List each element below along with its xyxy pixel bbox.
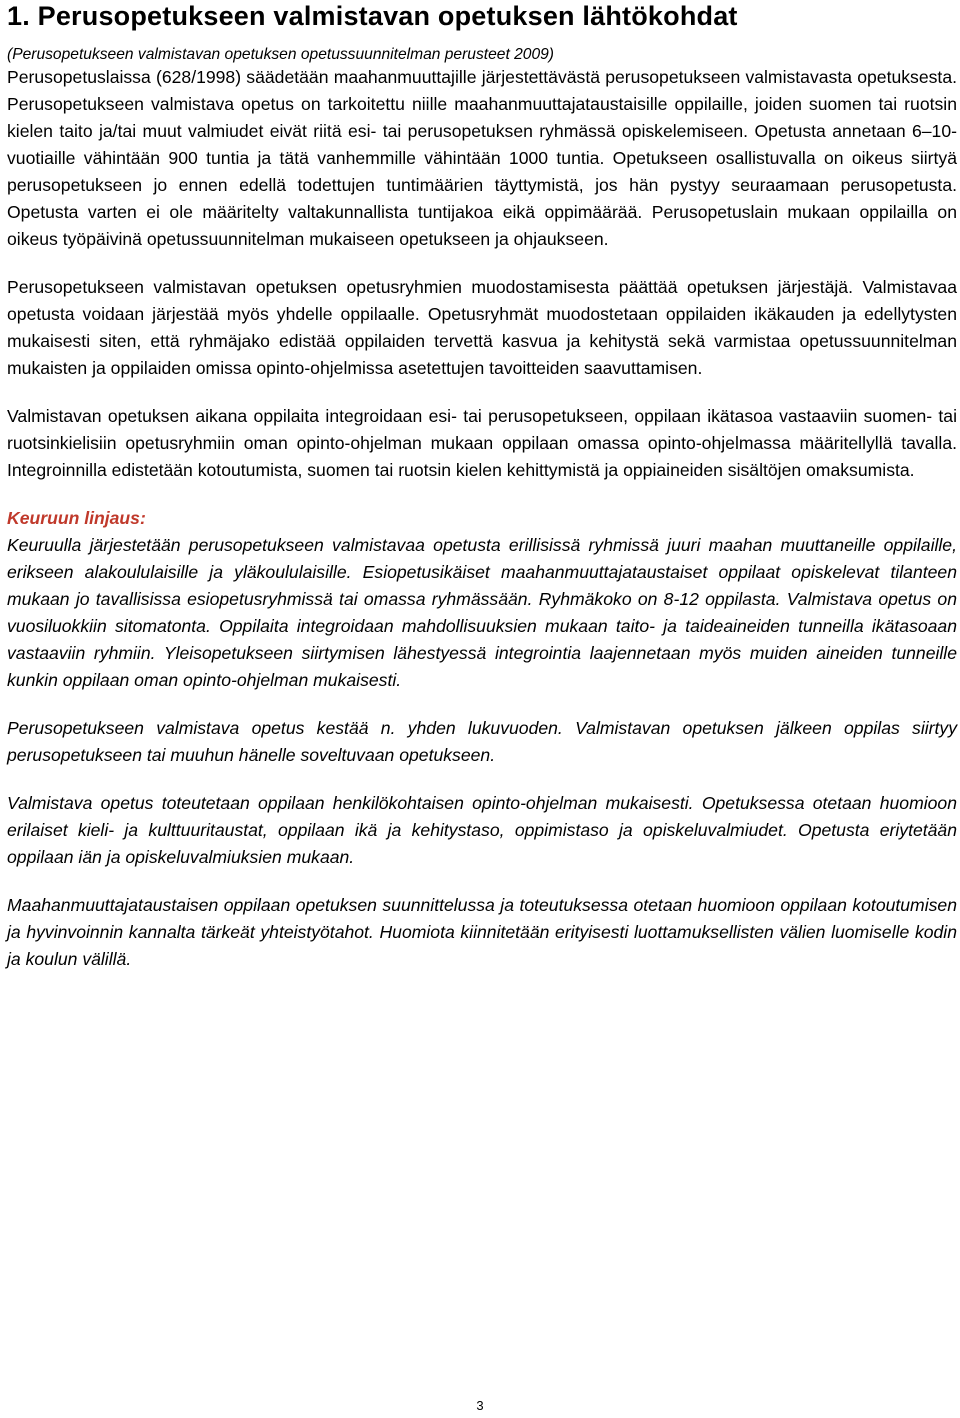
source-note: (Perusopetukseen valmistavan opetuksen opetussuunnitelman perusteet 2009) bbox=[7, 46, 554, 63]
policy-paragraph-groups: Keuruulla järjestetään perusopetukseen valmistavaa opetusta erillisissä ryhmissä juuri maahan muuttaneille oppilaille, erikseen alakoululaisille ja yläkoululaisille. Esiopetusikäiset maahanmuuttajataustaiset oppilaat opiskelevat tilanteen mukaan jo tavallisissa esiopetusryhmissä tai omassa ryhmässään. Ryhmäkoko on 8-12 oppilasta. Valmistava opetus on vuosiluokkiin sitomatonta. Oppilaita integroidaan mahdollisuuksien mukaan taito- ja taideaineiden tunneilla ikätasoaan vastaaviin ryhmiin. Yleisopetukseen siirtymisen lähestyessä integrointia laajennetaan myös muiden aineiden tunneille kunkin oppilaan oman opinto-ohjelman mukaisesti. bbox=[7, 535, 957, 690]
policy-heading: Keuruun linjaus: bbox=[7, 508, 146, 528]
policy-paragraph-cooperation: Maahanmuuttajataustaisen oppilaan opetuksen suunnittelussa ja toteutuksessa otetaan huomioon oppilaan kotoutumisen ja hyvinvoinnin kannalta tärkeät yhteistyötahot. Huomiota kiinnitetään erityisesti luottamuksellisten välien luomiselle kodin ja koulun välillä. bbox=[7, 895, 957, 969]
paragraph-integration: Valmistavan opetuksen aikana oppilaita integroidaan esi- tai perusopetukseen, oppilaan ikätasoa vastaaviin suomen- tai ruotsinkielisiin opetusryhmiin oman opinto-ohjelman mukaan oppilaan omassa opinto-ohjelmassa määritellyllä tavalla. Integroinnilla edistetään kotoutumista, suomen tai ruotsin kielen kehittymistä ja oppiaineiden sisältöjen omaksumista. bbox=[7, 406, 957, 480]
policy-paragraph-individual-plan: Valmistava opetus toteutetaan oppilaan henkilökohtaisen opinto-ohjelman mukaisesti. Opetuksessa otetaan huomioon erilaiset kieli- ja kulttuuritaustat, oppilaan ikä ja kehitystaso, oppimistaso ja opiskeluvalmiudet. Opetusta eriytetään oppilaan iän ja opiskeluvalmiuksien mukaan. bbox=[7, 793, 957, 867]
paragraph-group-formation: Perusopetukseen valmistavan opetuksen opetusryhmien muodostamisesta päättää opetuksen järjestäjä. Valmistavaa opetusta voidaan järjestää myös yhdelle oppilaalle. Opetusryhmät muodostetaan oppilaiden ikäkauden ja edellytysten mukaisesti siten, että ryhmäjako edistää oppilaiden tervettä kasvua ja kehitystä sekä varmistaa opetussuunnitelman mukaisten ja oppilaiden omissa opinto-ohjelmissa asetettujen tavoitteiden saavuttamisen. bbox=[7, 277, 957, 378]
policy-paragraph-duration: Perusopetukseen valmistava opetus kestää n. yhden lukuvuoden. Valmistavan opetuksen jälkeen oppilas siirtyy perusopetukseen tai muuhun hänelle soveltuvaan opetukseen. bbox=[7, 718, 957, 765]
paragraph-legal-basis: Perusopetuslaissa (628/1998) säädetään maahanmuuttajille järjestettävästä perusopetukseen valmistavasta opetuksesta. Perusopetukseen valmistava opetus on tarkoitettu niille maahanmuuttajataustaisille oppilaille, joiden suomen tai ruotsin kielen taito ja/tai muut valmiudet eivät riitä esi- tai perusopetuksen ryhmässä opiskelemiseen. Opetusta annetaan 6–10-vuotiaille vähintään 900 tuntia ja tätä vanhemmille vähintään 1000 tuntia. Opetukseen osallistuvalla on oikeus siirtyä perusopetukseen jo ennen edellä todettujen tuntimäärien täyttymistä, jos hän pystyy seuraamaan perusopetusta. Opetusta varten ei ole määritelty valtakunnallista tuntijakoa eikä oppimäärää. Perusopetuslain mukaan oppilailla on oikeus työpäivinä opetussuunnitelman mukaiseen opetukseen ja ohjaukseen. bbox=[7, 67, 957, 249]
page-number: 3 bbox=[476, 1398, 484, 1413]
page-title: 1. Perusopetukseen valmistavan opetuksen lähtökohdat bbox=[7, 1, 738, 31]
document-page bbox=[7, 0, 957, 973]
